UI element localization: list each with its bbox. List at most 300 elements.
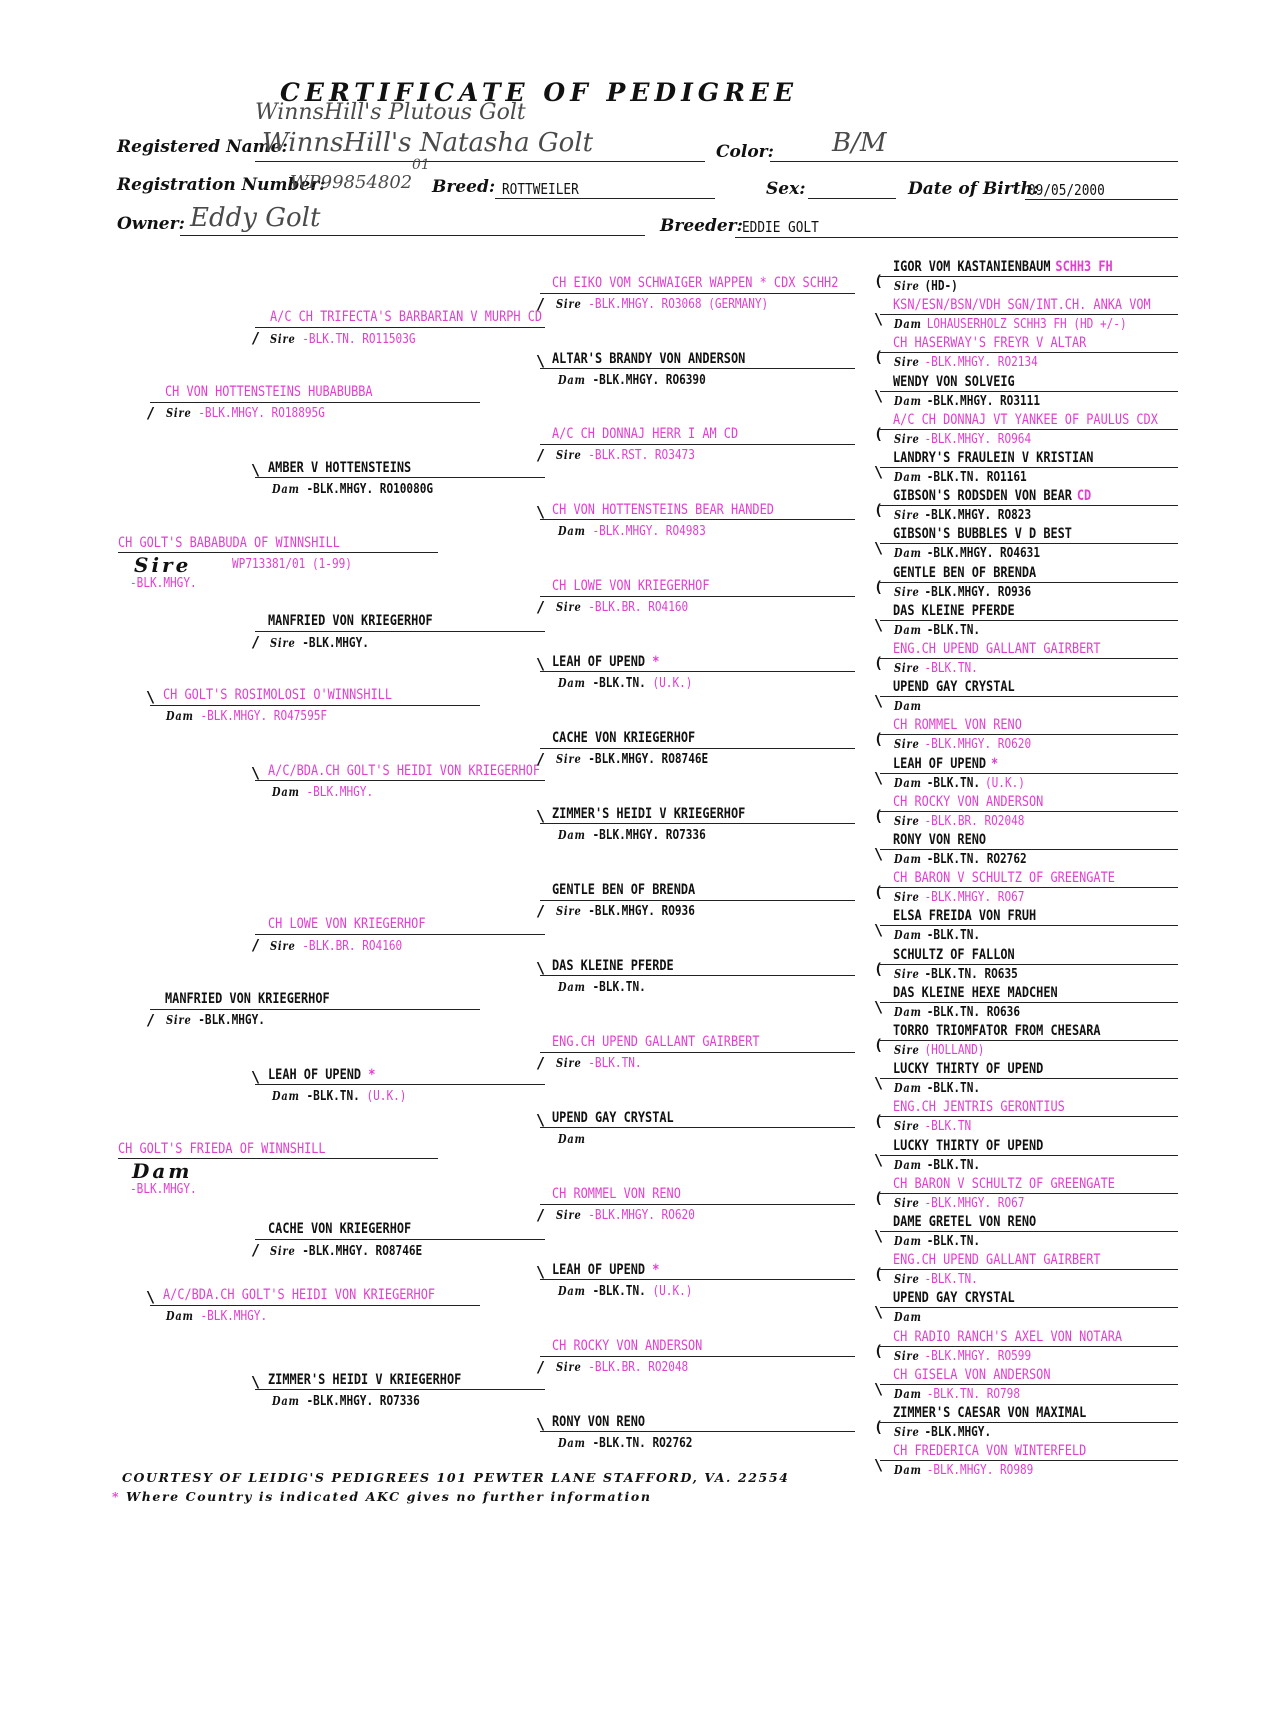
gen2-dd-detail-row	[166, 1310, 267, 1324]
gen5-19-detail: -BLK.TN. RO636	[926, 1004, 1021, 1020]
tag-sire: Sire	[894, 1196, 920, 1210]
gen5-13-name	[893, 757, 998, 772]
gen5-3-name	[893, 375, 1015, 390]
gen4-5-detail-row	[558, 677, 692, 691]
tag-sire: Sire	[270, 1244, 296, 1258]
gen5-26-underline	[880, 1269, 1178, 1270]
gen3-0-detail-row	[270, 333, 416, 347]
gen4-0-extra: CDX SCHH2	[773, 275, 839, 291]
gen5-19-detail-row	[894, 1006, 1020, 1020]
gen5-10-name-text: ENG.CH UPEND GALLANT GAIRBERT	[893, 641, 1101, 657]
gen5-1-name	[893, 298, 1151, 313]
gen3-2-detail: -BLK.MHGY.	[302, 635, 369, 651]
gen2-ds-detail: -BLK.MHGY.	[198, 1012, 265, 1028]
footer-note	[112, 1489, 652, 1504]
sire-name: CH GOLT'S BABABUDA OF WINNSHILL	[118, 535, 340, 551]
gen4-2-underline	[540, 444, 855, 445]
gen3-3-detail: -BLK.MHGY.	[306, 784, 374, 800]
gen4-9-detail: -BLK.TN.	[592, 979, 646, 995]
gen4-1-bracket: \	[536, 352, 546, 370]
gen5-16-detail-row	[894, 891, 1024, 905]
gen5-12-bracket: (	[874, 730, 884, 748]
gen5-24-bracket: (	[874, 1189, 884, 1207]
gen5-24-detail: -BLK.MHGY. RO67	[924, 1195, 1025, 1211]
gen3-4-name: CH LOWE VON KRIEGERHOF	[268, 916, 426, 932]
gen5-26-detail-row	[894, 1273, 978, 1287]
gen3-1-bracket: \	[251, 461, 261, 479]
gen5-31-name-text: CH FREDERICA VON WINTERFELD	[893, 1443, 1087, 1459]
tag-sire: Sire	[894, 967, 920, 981]
gen5-11-name	[893, 680, 1015, 695]
gen5-0-bracket: (	[874, 272, 884, 290]
gen3-6-name: CACHE VON KRIEGERHOF	[268, 1221, 412, 1237]
tag-dam: Dam	[894, 699, 922, 713]
gen3-4-bracket: /	[251, 936, 261, 954]
gen5-29-detail: -BLK.TN. RO798	[926, 1386, 1021, 1402]
gen5-6-bracket: (	[874, 501, 884, 519]
gen5-9-name-text: DAS KLEINE PFERDE	[893, 603, 1015, 619]
gen3-2-bracket: /	[251, 633, 261, 651]
gen5-0-name-text: IGOR VOM KASTANIENBAUM	[893, 259, 1051, 275]
gen4-7-name: ZIMMER'S HEIDI V KRIEGERHOF	[552, 806, 746, 822]
tag-dam: Dam	[558, 1436, 586, 1450]
gen5-5-detail: -BLK.TN. RO1161	[926, 469, 1027, 485]
gen4-14-name: CH ROCKY VON ANDERSON	[552, 1338, 703, 1354]
tag-dam: Dam	[558, 1132, 586, 1146]
tag-dam: Dam	[894, 1387, 922, 1401]
handwritten-name-above: WinnsHill's Plutous Golt	[255, 100, 526, 125]
tag-dam: Dam	[272, 1394, 300, 1408]
registered-name-label: Registered Name:	[117, 137, 288, 157]
tag-sire: Sire	[894, 585, 920, 599]
gen5-8-bracket: (	[874, 578, 884, 596]
tag-sire: Sire	[556, 904, 582, 918]
dam-name: CH GOLT'S FRIEDA OF WINNSHILL	[118, 1141, 326, 1157]
gen2-ss-detail: -BLK.MHGY. RO18895G	[198, 405, 325, 421]
gen3-7-underline	[255, 1389, 545, 1390]
gen4-1-detail-row	[558, 374, 706, 388]
gen5-27-name	[893, 1291, 1015, 1306]
gen5-28-bracket: (	[874, 1342, 884, 1360]
tag-sire: Sire	[556, 448, 582, 462]
registered-name-value: WinnsHill's Natasha Golt	[262, 128, 594, 158]
gen3-4-detail: -BLK.BR. RO4160	[302, 938, 403, 954]
gen5-24-underline	[880, 1193, 1178, 1194]
sex-line	[808, 198, 896, 199]
gen5-15-name	[893, 833, 986, 848]
gen5-20-underline	[880, 1040, 1178, 1041]
tag-sire: Sire	[556, 600, 582, 614]
gen4-7-bracket: \	[536, 807, 546, 825]
gen4-2-name: A/C CH DONNAJ HERR I AM CD	[552, 426, 739, 442]
breed-line	[495, 198, 715, 199]
breed-label: Breed:	[432, 177, 496, 197]
gen4-13-underline	[540, 1279, 855, 1280]
gen4-12-underline	[540, 1204, 855, 1205]
gen5-10-name	[893, 642, 1101, 657]
gen4-0-bracket: /	[536, 295, 546, 313]
tag-dam: Dam	[558, 980, 586, 994]
gen5-25-underline	[880, 1231, 1178, 1232]
tag-sire: Sire	[556, 1208, 582, 1222]
gen5-31-name	[893, 1444, 1086, 1459]
gen5-23-name-text: LUCKY THIRTY OF UPEND	[893, 1138, 1044, 1154]
gen5-28-underline	[880, 1346, 1178, 1347]
gen5-20-detail-row	[894, 1044, 984, 1058]
breeder-value: EDDIE GOLT	[742, 218, 819, 236]
gen5-25-name	[893, 1215, 1036, 1230]
gen5-28-detail: -BLK.MHGY. RO599	[924, 1348, 1032, 1364]
gen4-14-underline	[540, 1356, 855, 1357]
gen3-1-underline	[255, 477, 545, 478]
gen4-11-bracket: \	[536, 1111, 546, 1129]
gen5-8-underline	[880, 582, 1178, 583]
gen5-10-detail-row	[894, 662, 978, 676]
gen5-17-detail: -BLK.TN.	[926, 927, 981, 943]
tag-dam: Dam	[894, 394, 922, 408]
gen3-6-underline	[255, 1239, 545, 1240]
no-info-star: *	[652, 1262, 660, 1278]
gen5-17-underline	[880, 925, 1178, 926]
gen5-27-bracket: \	[874, 1303, 884, 1321]
gen5-17-name	[893, 909, 1036, 924]
tag-sire: Sire	[894, 1119, 920, 1133]
tag-dam: Dam	[558, 524, 586, 538]
gen2-ss-detail-row	[166, 407, 325, 421]
gen5-25-detail: -BLK.TN.	[926, 1233, 981, 1249]
gen4-5-name-text: LEAH OF UPEND	[552, 654, 646, 670]
gen5-10-bracket: (	[874, 654, 884, 672]
gen5-23-detail: -BLK.TN.	[926, 1157, 981, 1173]
gen2-sd-bracket: \	[146, 688, 156, 706]
tag-dam: Dam	[894, 852, 922, 866]
gen4-13-country: (U.K.)	[652, 1283, 693, 1299]
gen5-7-detail: -BLK.MHGY. RO4631	[926, 545, 1041, 561]
gen2-sd-detail: -BLK.MHGY. RO47595F	[200, 708, 328, 724]
gen5-6-underline	[880, 505, 1178, 506]
gen5-0-detail-row	[894, 280, 958, 294]
gen5-11-detail-row	[894, 700, 927, 714]
gen3-2-underline	[255, 631, 545, 632]
gen5-21-bracket: \	[874, 1074, 884, 1092]
gen5-20-bracket: (	[874, 1036, 884, 1054]
gen5-14-name-text: CH ROCKY VON ANDERSON	[893, 794, 1044, 810]
tag-sire: Sire	[166, 406, 192, 420]
gen3-7-detail-row	[272, 1395, 420, 1409]
tag-dam: Dam	[894, 1234, 922, 1248]
dam-big-label: Dam	[132, 1159, 193, 1183]
gen2-ds-underline	[150, 1009, 480, 1010]
tag-dam: Dam	[272, 1089, 300, 1103]
gen5-12-name-text: CH ROMMEL VON RENO	[893, 717, 1022, 733]
tag-dam: Dam	[166, 709, 194, 723]
gen5-24-detail-row	[894, 1197, 1024, 1211]
gen5-13-underline	[880, 773, 1178, 774]
gen4-9-detail-row	[558, 981, 646, 995]
gen3-4-detail-row	[270, 940, 402, 954]
gen3-3-bracket: \	[251, 764, 261, 782]
gen5-21-detail-row	[894, 1082, 980, 1096]
tag-sire: Sire	[556, 297, 582, 311]
color-label: Color:	[716, 142, 774, 162]
registration-number-suffix: 01	[412, 157, 430, 173]
gen2-dd-detail: -BLK.MHGY.	[200, 1308, 268, 1324]
gen5-30-detail: -BLK.MHGY.	[924, 1424, 992, 1440]
gen5-6-title: CD	[1076, 488, 1092, 504]
gen3-7-detail: -BLK.MHGY. RO7336	[306, 1393, 420, 1409]
gen3-2-detail-row	[270, 637, 369, 651]
gen5-1-detail-row	[894, 318, 1127, 332]
gen4-13-detail-row	[558, 1285, 692, 1299]
gen5-30-name	[893, 1406, 1086, 1421]
gen5-15-bracket: \	[874, 845, 884, 863]
gen5-20-name-text: TORRO TRIOMFATOR FROM CHESARA	[893, 1023, 1101, 1039]
tag-sire: Sire	[270, 939, 296, 953]
gen3-5-name-text: LEAH OF UPEND	[268, 1067, 362, 1083]
gen5-22-detail: -BLK.TN	[924, 1118, 972, 1134]
gen5-3-bracket: \	[874, 387, 884, 405]
gen5-14-name	[893, 795, 1043, 810]
gen5-24-name	[893, 1177, 1115, 1192]
gen4-4-name: CH LOWE VON KRIEGERHOF	[552, 578, 710, 594]
owner-value: Eddy Golt	[190, 203, 321, 233]
gen5-12-underline	[880, 734, 1178, 735]
gen5-21-detail: -BLK.TN.	[926, 1080, 981, 1096]
gen4-9-name: DAS KLEINE PFERDE	[552, 958, 674, 974]
gen5-4-underline	[880, 429, 1178, 430]
gen5-18-bracket: (	[874, 960, 884, 978]
gen5-28-detail-row	[894, 1350, 1031, 1364]
gen3-3-name: A/C/BDA.CH GOLT'S HEIDI VON KRIEGERHOF	[268, 763, 541, 779]
gen5-20-name	[893, 1024, 1101, 1039]
tag-dam: Dam	[894, 1158, 922, 1172]
tag-sire: Sire	[894, 355, 920, 369]
gen2-ss-bracket: /	[146, 404, 156, 422]
gen4-4-detail: -BLK.BR. RO4160	[588, 599, 689, 615]
gen4-8-underline	[540, 900, 855, 901]
tag-sire: Sire	[894, 279, 920, 293]
gen5-30-name-text: ZIMMER'S CAESAR VON MAXIMAL	[893, 1405, 1087, 1421]
gen4-11-name: UPEND GAY CRYSTAL	[552, 1110, 674, 1126]
gen3-5-bracket: \	[251, 1068, 261, 1086]
tag-sire: Sire	[894, 814, 920, 828]
gen4-5-detail: -BLK.TN.	[592, 675, 646, 691]
gen5-28-name-text: CH RADIO RANCH'S AXEL VON NOTARA	[893, 1329, 1123, 1345]
owner-label: Owner:	[117, 214, 185, 234]
gen5-20-detail: (HOLLAND)	[924, 1042, 985, 1058]
gen5-15-name-text: RONY VON RENO	[893, 832, 987, 848]
gen5-23-bracket: \	[874, 1151, 884, 1169]
gen2-ss-underline	[150, 402, 480, 403]
gen5-31-underline	[880, 1460, 1178, 1461]
sire-big-label: Sire	[134, 553, 192, 577]
no-info-star: *	[652, 654, 660, 670]
gen4-4-bracket: /	[536, 598, 546, 616]
gen4-11-underline	[540, 1127, 855, 1128]
gen5-31-detail-row	[894, 1464, 1033, 1478]
gen5-5-bracket: \	[874, 463, 884, 481]
tag-dam: Dam	[166, 1309, 194, 1323]
gen4-3-underline	[540, 519, 855, 520]
gen5-13-bracket: \	[874, 769, 884, 787]
gen5-29-name	[893, 1368, 1050, 1383]
gen5-26-detail: -BLK.TN.	[924, 1271, 978, 1287]
gen5-26-name-text: ENG.CH UPEND GALLANT GAIRBERT	[893, 1252, 1101, 1268]
color-value: B/M	[832, 128, 887, 158]
tag-sire: Sire	[270, 636, 296, 650]
gen5-27-name-text: UPEND GAY CRYSTAL	[893, 1290, 1015, 1306]
gen5-30-underline	[880, 1422, 1178, 1423]
gen5-18-detail-row	[894, 968, 1018, 982]
gen4-14-detail: -BLK.BR. RO2048	[588, 1359, 689, 1375]
gen5-30-detail-row	[894, 1426, 991, 1440]
gen4-8-bracket: /	[536, 902, 546, 920]
gen5-10-detail: -BLK.TN.	[924, 660, 978, 676]
gen5-19-name-text: DAS KLEINE HEXE MADCHEN	[893, 985, 1058, 1001]
gen3-5-detail: -BLK.TN.	[306, 1088, 360, 1104]
gen4-6-underline	[540, 748, 855, 749]
gen2-dd-bracket: \	[146, 1288, 156, 1306]
breed-value: ROTTWEILER	[502, 180, 579, 198]
gen4-3-detail: -BLK.MHGY. RO4983	[592, 523, 706, 539]
gen5-10-underline	[880, 658, 1178, 659]
gen5-4-name	[893, 413, 1158, 428]
gen3-5-detail-row	[272, 1090, 406, 1104]
gen5-29-underline	[880, 1384, 1178, 1385]
tag-sire: Sire	[894, 1425, 920, 1439]
gen4-15-underline	[540, 1431, 855, 1432]
gen4-15-detail-row	[558, 1437, 692, 1451]
gen4-12-name: CH ROMMEL VON RENO	[552, 1186, 681, 1202]
tag-dam: Dam	[894, 317, 922, 331]
gen2-ds-bracket: /	[146, 1011, 156, 1029]
gen5-19-name	[893, 986, 1058, 1001]
no-info-star: *	[112, 1489, 121, 1504]
gen5-23-name	[893, 1139, 1043, 1154]
gen5-18-detail: -BLK.TN. RO635	[924, 966, 1018, 982]
gen5-26-name	[893, 1253, 1101, 1268]
gen5-9-bracket: \	[874, 616, 884, 634]
page-title: CERTIFICATE OF PEDIGREE	[280, 78, 799, 107]
tag-sire: Sire	[894, 1349, 920, 1363]
gen5-22-name-text: ENG.CH JENTRIS GERONTIUS	[893, 1099, 1065, 1115]
gen5-13-detail-row	[894, 777, 1025, 791]
tag-dam: Dam	[558, 828, 586, 842]
gen4-10-detail-row	[556, 1057, 642, 1071]
gen4-6-name: CACHE VON KRIEGERHOF	[552, 730, 696, 746]
gen4-13-detail: -BLK.TN.	[592, 1283, 646, 1299]
tag-sire: Sire	[894, 1043, 920, 1057]
tag-sire: Sire	[556, 752, 582, 766]
gen5-4-detail-row	[894, 433, 1031, 447]
gen3-7-name: ZIMMER'S HEIDI V KRIEGERHOF	[268, 1372, 462, 1388]
gen4-3-bracket: \	[536, 503, 546, 521]
tag-dam: Dam	[558, 373, 586, 387]
tag-sire: Sire	[894, 890, 920, 904]
gen5-2-bracket: (	[874, 348, 884, 366]
gen5-23-underline	[880, 1155, 1178, 1156]
gen4-4-detail-row	[556, 601, 688, 615]
gen5-24-name-text: CH BARON V SCHULTZ OF GREENGATE	[893, 1176, 1115, 1192]
gen3-3-underline	[255, 780, 545, 781]
gen5-11-underline	[880, 696, 1178, 697]
gen4-5-underline	[540, 671, 855, 672]
gen5-3-detail: -BLK.MHGY. RO3111	[926, 393, 1041, 409]
gen5-16-detail: -BLK.MHGY. RO67	[924, 889, 1025, 905]
gen5-18-underline	[880, 964, 1178, 965]
gen4-5-country: (U.K.)	[652, 675, 693, 691]
gen4-13-bracket: \	[536, 1263, 546, 1281]
gen2-sd-underline	[150, 705, 480, 706]
gen4-0-underline	[540, 293, 855, 294]
gen4-10-underline	[540, 1052, 855, 1053]
gen5-22-underline	[880, 1116, 1178, 1117]
gen5-7-detail-row	[894, 547, 1040, 561]
gen3-1-detail: -BLK.MHGY. RO10080G	[306, 481, 434, 497]
gen3-5-underline	[255, 1084, 545, 1085]
gen5-7-bracket: \	[874, 539, 884, 557]
tag-sire: Sire	[894, 661, 920, 675]
tag-dam: Dam	[272, 785, 300, 799]
gen5-29-bracket: \	[874, 1380, 884, 1398]
gen5-1-underline	[880, 314, 1178, 315]
tag-dam: Dam	[894, 776, 922, 790]
gen4-4-underline	[540, 596, 855, 597]
gen5-29-name-text: CH GISELA VON ANDERSON	[893, 1367, 1051, 1383]
gen5-4-bracket: (	[874, 425, 884, 443]
gen2-sd-detail-row	[166, 710, 327, 724]
gen4-0-name	[552, 276, 838, 291]
gen5-0-name	[893, 260, 1113, 275]
gen5-13-detail: -BLK.TN.	[926, 775, 981, 791]
gen5-9-underline	[880, 620, 1178, 621]
color-line	[770, 161, 1178, 162]
gen4-7-underline	[540, 823, 855, 824]
tag-sire: Sire	[270, 332, 296, 346]
gen5-30-bracket: (	[874, 1418, 884, 1436]
tag-dam: Dam	[894, 1463, 922, 1477]
gen5-1-detail: LOHAUSERHOLZ SCHH3 FH (HD +/-)	[926, 316, 1127, 332]
gen5-16-underline	[880, 887, 1178, 888]
gen4-8-detail: -BLK.MHGY. RO936	[588, 903, 695, 919]
gen4-0-detail-row	[556, 298, 768, 312]
breeder-label: Breeder:	[660, 216, 743, 236]
gen5-15-underline	[880, 849, 1178, 850]
gen5-5-detail-row	[894, 471, 1027, 485]
gen3-2-name: MANFRIED VON KRIEGERHOF	[268, 613, 433, 629]
gen4-5-bracket: \	[536, 655, 546, 673]
gen4-12-detail: -BLK.MHGY. RO620	[588, 1207, 695, 1223]
gen5-16-name-text: CH BARON V SCHULTZ OF GREENGATE	[893, 870, 1115, 886]
no-info-star: *	[368, 1067, 376, 1083]
gen3-0-underline	[255, 327, 545, 328]
owner-line	[180, 235, 645, 236]
gen5-25-name-text: DAME GRETEL VON RENO	[893, 1214, 1037, 1230]
gen5-31-bracket: \	[874, 1456, 884, 1474]
gen5-23-detail-row	[894, 1159, 980, 1173]
gen4-10-name: ENG.CH UPEND GALLANT GAIRBERT	[552, 1034, 760, 1050]
gen5-16-bracket: (	[874, 883, 884, 901]
dob-line	[1025, 199, 1178, 200]
gen4-7-detail-row	[558, 829, 706, 843]
tag-sire: Sire	[894, 737, 920, 751]
tag-dam: Dam	[558, 1284, 586, 1298]
gen5-3-name-text: WENDY VON SOLVEIG	[893, 374, 1015, 390]
gen4-14-detail-row	[556, 1361, 688, 1375]
gen5-0-underline	[880, 276, 1178, 277]
gen3-7-bracket: \	[251, 1373, 261, 1391]
dob-label: Date of Birth:	[908, 179, 1040, 199]
